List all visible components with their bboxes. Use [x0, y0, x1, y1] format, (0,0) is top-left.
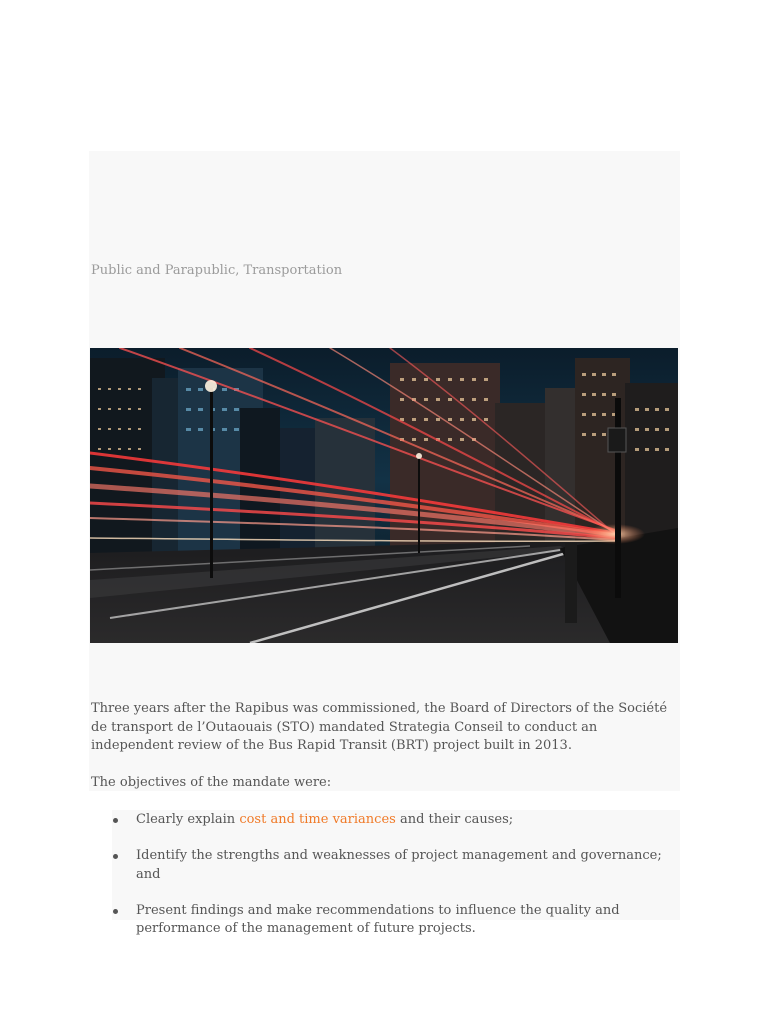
intro-paragraph: Three years after the Rapibus was commissioned, the Board of Directors of the Société de transport de l’Outaouais (STO) mandated Strategia Conseil to conduct an independent review of the Bus Rapid Transit (BRT) project built in 2013. — [91, 701, 668, 753]
list-item — [112, 902, 680, 939]
objectives-list — [112, 811, 680, 956]
objectives-heading: The objectives of the mandate were: — [91, 775, 332, 790]
bullet-dot-icon — [113, 909, 118, 914]
list-item — [112, 847, 680, 884]
list-item-text-before: Clearly explain — [136, 812, 240, 827]
list-item-text-after: and their causes; — [395, 812, 514, 827]
list-item-text: Present findings and make recommendations to influence the quality and performance of the management of future projects. — [136, 902, 620, 936]
cost-time-variances-link[interactable]: cost and time variances — [239, 812, 396, 827]
list-item — [112, 811, 680, 830]
category-tags: Public and Parapublic, Transportation — [91, 263, 343, 278]
bullet-dot-icon — [113, 854, 118, 859]
list-item-text: Identify the strengths and weaknesses of project management and governance; and — [136, 848, 662, 882]
hero-image — [90, 348, 678, 643]
bullet-dot-icon — [113, 818, 118, 823]
